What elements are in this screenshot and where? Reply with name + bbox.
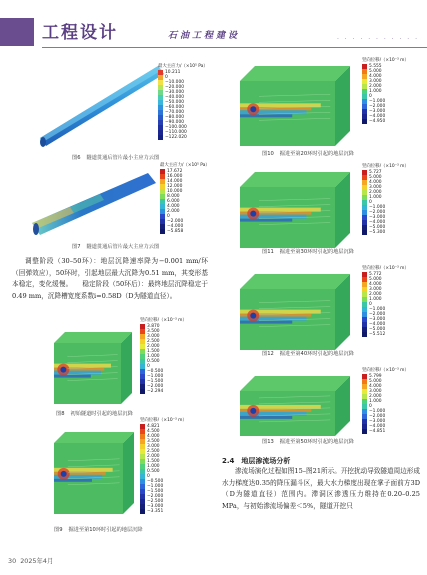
legend-value: −3.351 [147, 509, 164, 514]
legend-value: −1.500 [147, 489, 164, 494]
issue-date: 2025年4月 [20, 557, 54, 565]
legend-13 [362, 368, 409, 434]
legend-level [362, 119, 409, 124]
legend-value: 4.000 [369, 74, 382, 79]
legend-value: −2.000 [147, 384, 164, 389]
settlement-contour-plot [240, 172, 350, 248]
legend-value: 2.500 [147, 449, 160, 454]
caption-number: 图13 [262, 439, 274, 445]
section-heading: 2.4 地层渗流场分析 [222, 457, 291, 465]
legend-value: −2.000 [147, 494, 164, 499]
legend-value: −70.000 [165, 110, 185, 115]
legend-11 [362, 164, 409, 235]
caption-text: 初始隧道时引起的地层沉降 [70, 411, 133, 417]
settlement-block-13 [240, 376, 350, 436]
legend-value: −2.294 [147, 389, 164, 394]
legend-value: −40.000 [165, 95, 185, 100]
legend-value: −1.000 [369, 409, 386, 414]
legend-value: 0 [369, 200, 372, 205]
legend-value: −2.500 [147, 499, 164, 504]
caption-number: 图9 [54, 527, 63, 533]
legend-value: 12.000 [167, 184, 183, 189]
legend-value: −30.000 [165, 90, 185, 95]
legend-value: 4.000 [167, 204, 180, 209]
settlement-contour-plot [240, 66, 350, 146]
legend-level [362, 429, 409, 434]
legend-title: 竖向位移/（×10⁻³ m） [140, 318, 187, 323]
legend-value: −1.000 [369, 99, 386, 104]
page-footer [8, 556, 53, 565]
legend-value: −4.950 [369, 119, 386, 124]
caption-number: 图6 [72, 155, 81, 161]
caption-text: 掘进至第20环时引起的地层沉降 [279, 151, 354, 157]
legend-7 [160, 163, 210, 234]
legend-value: 10.211 [165, 70, 181, 75]
settlement-contour-plot [240, 274, 350, 350]
legend-swatch [140, 389, 145, 394]
legend-title: 竖向位移/（×10⁻³ m） [362, 266, 409, 271]
figure-6-caption [72, 154, 159, 161]
legend-value: 3.000 [369, 287, 382, 292]
legend-value: 3.000 [369, 389, 382, 394]
figure-13-caption [262, 438, 354, 445]
figure-8-caption [56, 410, 133, 417]
legend-title: 竖向位移/（×10⁻³ m） [362, 368, 409, 373]
legend-value: −2.000 [167, 219, 184, 224]
legend-value: 0 [147, 364, 150, 369]
figure-13 [220, 368, 420, 460]
legend-value: 2.000 [167, 209, 180, 214]
legend-title: 竖向位移/（×10⁻³ m） [362, 58, 409, 63]
legend-value: 2.000 [369, 292, 382, 297]
legend-swatch [362, 332, 367, 337]
caption-text: 掘进至第10环时引起的地层沉降 [68, 527, 143, 533]
body-text-left: 调整阶段（30–50环）：地层沉降速率降为−0.001 mm/环（回弹效应），50环时，引起地层最大沉降为0.51 mm，其变形基本稳定，变化缓慢。 稳定阶段（50环后）：最终地层沉降稳定于0.49 mm，沉降槽宽度系数i=0.58D（D为隧道直径）。 [12, 257, 208, 300]
legend-value: −0.500 [147, 369, 164, 374]
legend-value: 5.772 [369, 272, 382, 277]
legend-10 [362, 58, 409, 124]
legend-value: −1.500 [147, 379, 164, 384]
legend-value: 8.000 [167, 194, 180, 199]
legend-title: 竖向位移/（×10⁻³ m） [362, 164, 409, 169]
legend-value: −122.020 [165, 135, 187, 140]
legend-value: 1.000 [369, 195, 382, 200]
figure-7 [10, 163, 210, 255]
legend-value: 5.555 [369, 64, 382, 69]
settlement-contour-plot [54, 332, 132, 404]
figure-10 [220, 58, 420, 161]
legend-value: −2.000 [369, 414, 386, 419]
legend-8 [140, 318, 187, 394]
legend-6 [158, 64, 208, 140]
legend-value: −4.000 [369, 220, 386, 225]
legend-value: −80.000 [165, 115, 185, 120]
figure-9-caption [54, 526, 143, 533]
legend-value: 2.000 [147, 454, 160, 459]
legend-level [362, 230, 409, 235]
legend-swatch [362, 230, 367, 235]
legend-value: −90.000 [165, 120, 185, 125]
legend-value: −5.300 [369, 230, 386, 235]
legend-value: −2.000 [369, 104, 386, 109]
legend-value: 4.000 [369, 180, 382, 185]
legend-value: 10.000 [167, 189, 183, 194]
legend-value: −5.000 [369, 225, 386, 230]
figure-11 [220, 164, 420, 267]
figure-8 [12, 318, 208, 418]
legend-value: 4.000 [369, 282, 382, 287]
legend-value: −100.000 [165, 125, 187, 130]
legend-level [362, 332, 409, 337]
legend-value: −50.000 [165, 100, 185, 105]
legend-value: −3.000 [369, 419, 386, 424]
legend-value: 3.000 [147, 334, 160, 339]
legend-value: 4.500 [147, 429, 160, 434]
legend-value: 5.000 [369, 69, 382, 74]
legend-value: 0 [165, 75, 168, 80]
caption-text: 隧道贯通后管片最小主应力云图 [86, 155, 160, 161]
legend-value: −1.000 [147, 484, 164, 489]
legend-level [140, 509, 187, 514]
legend-value: 1.500 [147, 459, 160, 464]
legend-value: 3.000 [369, 185, 382, 190]
legend-value: 3.000 [369, 79, 382, 84]
legend-value: 4.821 [147, 424, 160, 429]
legend-value: −0.500 [147, 479, 164, 484]
legend-value: −4.000 [369, 322, 386, 327]
legend-swatch [158, 135, 163, 140]
figure-12-caption [262, 350, 354, 357]
legend-level [160, 229, 210, 234]
legend-value: 2.000 [369, 394, 382, 399]
legend-value: 0 [167, 214, 170, 219]
journal-name: 石油工程建设 [168, 31, 241, 41]
legend-swatch [160, 229, 165, 234]
legend-value: −10.000 [165, 80, 185, 85]
legend-value: 1.000 [369, 89, 382, 94]
figure-6 [10, 58, 210, 163]
figure-9 [12, 418, 208, 536]
legend-value: −5.512 [369, 332, 386, 337]
settlement-block-8 [54, 332, 132, 404]
legend-value: 3.000 [147, 444, 160, 449]
legend-value: 4.000 [147, 434, 160, 439]
legend-value: −5.000 [369, 327, 386, 332]
legend-value: 3.500 [147, 329, 160, 334]
header-dots: · · · · · · · · · · · [336, 36, 419, 43]
legend-value: 3.870 [147, 324, 160, 329]
legend-value: 4.000 [369, 384, 382, 389]
legend-value: −1.000 [147, 374, 164, 379]
legend-level [158, 135, 208, 140]
figure-7-caption [72, 243, 159, 250]
legend-value: 0 [369, 94, 372, 99]
settlement-block-9 [54, 432, 134, 514]
legend-swatch [362, 429, 367, 434]
legend-value: −4.000 [167, 224, 184, 229]
legend-value: 2.500 [147, 339, 160, 344]
settlement-block-10 [240, 66, 350, 146]
legend-value: 1.000 [147, 464, 160, 469]
page-number: 30 [8, 557, 17, 565]
legend-value: −2.000 [369, 210, 386, 215]
caption-number: 图11 [262, 249, 274, 255]
legend-value: 0.500 [147, 469, 160, 474]
legend-value: 17.672 [167, 169, 183, 174]
legend-value: 5.000 [369, 379, 382, 384]
caption-text: 掘进至第50环时引起的地层沉降 [279, 439, 354, 445]
legend-value: 5.000 [369, 175, 382, 180]
caption-number: 图8 [56, 411, 65, 417]
caption-number: 图7 [72, 244, 81, 250]
header-accent-bar [0, 18, 34, 46]
figure-12 [220, 266, 420, 369]
legend-value: 2.000 [369, 190, 382, 195]
legend-value: 0 [369, 404, 372, 409]
settlement-block-12 [240, 274, 350, 350]
caption-number: 图10 [262, 151, 274, 157]
legend-value: −3.000 [369, 109, 386, 114]
legend-value: −20.000 [165, 85, 185, 90]
legend-value: −3.000 [147, 504, 164, 509]
legend-swatch [140, 509, 145, 514]
legend-value: 3.500 [147, 439, 160, 444]
legend-value: −4.000 [369, 114, 386, 119]
legend-9 [140, 418, 187, 514]
legend-value: −3.000 [369, 215, 386, 220]
figure-11-caption [262, 248, 354, 255]
settlement-contour-plot [54, 432, 134, 514]
legend-value: −1.000 [369, 307, 386, 312]
legend-value: −5.858 [167, 229, 184, 234]
legend-value: 6.000 [167, 199, 180, 204]
caption-number: 图12 [262, 351, 274, 357]
legend-level [140, 389, 187, 394]
legend-value: −110.000 [165, 130, 187, 135]
legend-title: 最大主应力/（×10⁵ Pa） [160, 163, 210, 168]
legend-value: 1.000 [369, 399, 382, 404]
legend-12 [362, 266, 409, 337]
legend-value: −4.851 [369, 429, 386, 434]
body-text-right: 渗流场演化过程如图15–图21所示。开挖扰动导致隧道周边形成水力梯度达0.35的降压漏斗区，最大水力梯度出现在掌子面前方3D（D为隧道直径）范围内。滞洞区渗透压力维持在0.20–0.25 MPa，与初始渗流场偏差＜5%，隧道开挖只 [222, 467, 420, 510]
legend-value: 5.000 [369, 277, 382, 282]
legend-value: 0.500 [147, 359, 160, 364]
legend-title: 最大主应力/（×10⁵ Pa） [158, 64, 208, 69]
legend-value: −1.000 [369, 205, 386, 210]
legend-value: −2.000 [369, 312, 386, 317]
legend-value: 16.000 [167, 174, 183, 179]
journal-section-title: 工程设计 [42, 23, 118, 43]
legend-value: 1.000 [369, 297, 382, 302]
legend-value: 1.000 [147, 354, 160, 359]
settlement-contour-plot [240, 376, 350, 436]
legend-value: 1.500 [147, 349, 160, 354]
legend-value: 0 [369, 302, 372, 307]
legend-value: −60.000 [165, 105, 185, 110]
header-rule [42, 47, 427, 48]
legend-value: 14.000 [167, 179, 183, 184]
legend-value: 2.000 [147, 344, 160, 349]
legend-value: 0 [147, 474, 150, 479]
legend-value: 5.727 [369, 170, 382, 175]
page-header [0, 0, 427, 52]
legend-swatch [362, 119, 367, 124]
legend-title: 竖向位移/（×10⁻³ m） [140, 418, 187, 423]
figure-10-caption [262, 150, 354, 157]
caption-text: 掘进至第30环时引起的地层沉降 [279, 249, 354, 255]
legend-value: −3.000 [369, 317, 386, 322]
legend-value: −4.000 [369, 424, 386, 429]
settlement-block-11 [240, 172, 350, 248]
legend-value: 2.000 [369, 84, 382, 89]
caption-text: 隧道贯通后管片最大主应力云图 [86, 244, 160, 250]
legend-value: 5.799 [369, 374, 382, 379]
caption-text: 掘进至第40环时引起的地层沉降 [279, 351, 354, 357]
